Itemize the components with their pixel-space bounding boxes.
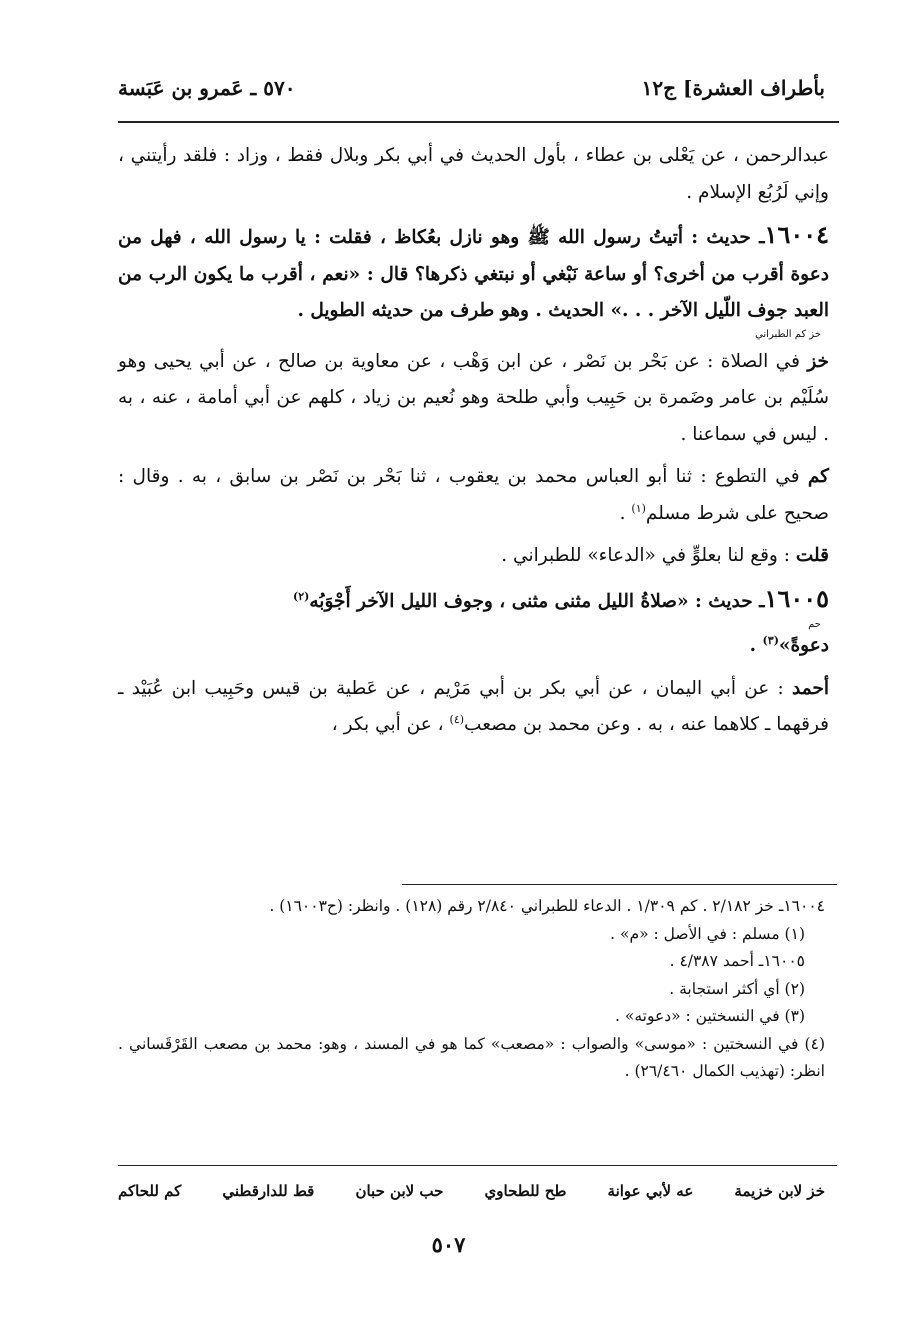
abbreviations-legend — [118, 1182, 825, 1200]
paragraph-khuzayma — [118, 344, 829, 454]
main-text — [118, 138, 829, 744]
hadith-number: ١٦٠٠٥ — [764, 583, 829, 613]
footnote-item: (٤) في النسختين : «موسى» والصواب : «مصعب» كما هو في المسند ، وهو: محمد بن مصعب القَرْقَساني . انظر: (تهذيب الكمال ٢٦/٤٦٠) . — [118, 1034, 825, 1080]
page-header — [118, 68, 825, 108]
footnote-item: ١٦٠٠٤ـ خز ٢/١٨٢ . كم ١/٣٠٩ . الدعاء للطبراني ٢/٨٤٠ رقم (١٢٨) . وانظر: (ح١٦٠٠٣) . — [269, 897, 825, 915]
hadith-text: ـ حديث : «صلاةُ الليل مثنى مثنى ، وجوف الليل الآخر أَجْوَبُه — [309, 590, 765, 612]
source-label: كم — [807, 466, 829, 487]
paragraph-note — [118, 538, 829, 575]
hadith-entry-16004 — [118, 217, 829, 338]
paragraph-text: : عن أبي اليمان ، عن أبي بكر بن أبي مَرْيم ، عن عَطية بن قيس وحَبِيب ابن عُبَيْد ـ فرقهما ـ كلاهما عنه ، به . وعن محمد بن مصعب — [118, 677, 829, 735]
header-divider — [118, 121, 839, 123]
abbreviation-item: خز لابن خزيمة — [734, 1182, 825, 1200]
page-number: ٥٠٧ — [431, 1232, 466, 1257]
footnotes — [118, 893, 825, 1086]
paragraph-text: في التطوع : ثنا أبو العباس محمد بن يعقوب ، ثنا بَحْر بن نَصْر بن سابق ، به . وقال : صحيح على شرط مسلم — [118, 466, 829, 524]
hadith-end: . — [749, 635, 763, 656]
footnote-ref: (٤) — [449, 712, 465, 726]
footnote-divider — [402, 884, 837, 885]
footnote-item: ١٦٠٠٥ـ أحمد ٤/٣٨٧ . — [669, 952, 805, 970]
abbreviation-item: كم للحاكم — [118, 1182, 182, 1200]
paragraph-end: . — [619, 502, 632, 524]
footnote-ref: (١) — [631, 501, 646, 515]
hadith-text: ـ حديث : أتيتُ رسول الله ﷺ وهو نازل بعُكاظ ، فقلت : يا رسول الله ، فهل من دعوة أقرب من أخرى؟ أو ساعة نَبْغي أو نبتغي ذكرها؟ قال : «نعم ، أقرب ما يكون الرب من العبد جوف اللّيل الآخر . . .» الحديث . وهو طرف من حديثه الطويل . — [118, 227, 829, 321]
footnote-item: (٢) أي أكثر استجابة . — [669, 979, 805, 998]
source-label: أحمد — [792, 677, 829, 699]
header-section-title: ٥٧٠ ـ عَمرو بن عَبَسة — [118, 76, 296, 100]
abbreviation-item: طح للطحاوي — [484, 1182, 567, 1200]
note-label: قلت — [795, 545, 829, 566]
footnote-ref: (٣) — [762, 633, 779, 647]
footnote-item: (٣) في النسختين : «دعوته» . — [615, 1007, 805, 1025]
abbreviation-item: حب لابن حبان — [355, 1182, 444, 1200]
hadith-number: ١٦٠٠٤ — [764, 220, 829, 249]
header-book-title: بأطراف العشرة] ج١٢ — [641, 76, 825, 100]
abbreviation-item: عه لأبي عوانة — [607, 1182, 694, 1200]
paragraph-ahmad — [118, 671, 829, 744]
source-label: خز — [807, 350, 829, 372]
abbreviations-divider — [118, 1165, 837, 1166]
footnote-item: (١) مسلم : في الأصل : «م» . — [610, 924, 805, 943]
abbreviation-item: قط للدارقطني — [222, 1182, 315, 1200]
hadith-text-continued: دعوةً» — [778, 635, 829, 656]
footnote-ref: (٢) — [293, 589, 310, 603]
hadith-entry-16005 — [118, 581, 829, 665]
paragraph-1: عبدالرحمن ، عن يَعْلى بن عطاء ، بأول الحديث في أبي بكر وبلال فقط ، وزاد : فلقد رأيتني ، وإني لَرُبُع الإسلام . — [118, 145, 829, 203]
paragraph-text: في الصلاة : عن بَحْر بن نَصْر ، عن ابن وَهْب ، عن معاوية بن صالح ، عن أبي يحيى وهو سُلَيْم بن عامر وضَمرة بن حَبِيب وأبي طلحة وهو نُعيم بن زياد ، كلهم عن أبي أمامة ، عنه ، به . ليس في سماعنا . — [118, 350, 829, 445]
paragraph-hakim — [118, 459, 829, 532]
paragraph-end: ، عن أبي بكر ، — [331, 714, 450, 735]
hadith-sources: حم — [808, 619, 821, 630]
paragraph-text: : وقع لنا بعلوٍّ في «الدعاء» للطبراني . — [501, 545, 796, 566]
hadith-sources: خز كم الطبراني — [755, 328, 821, 340]
